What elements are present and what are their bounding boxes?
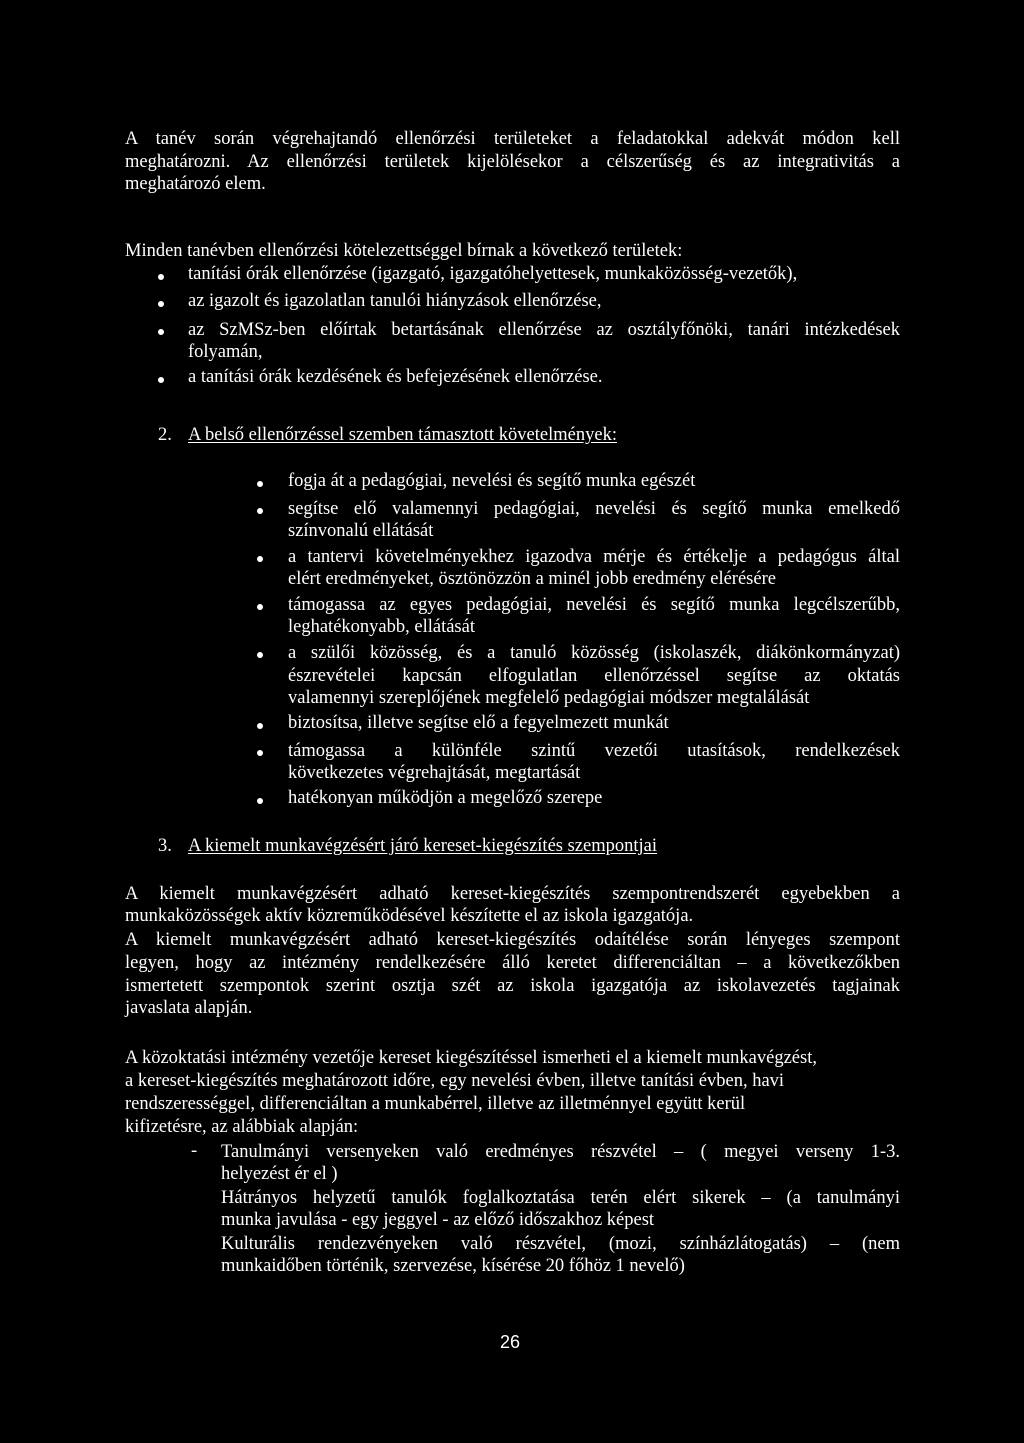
paragraph-line: A kiemelt munkavégzésért adható kereset-kiegészítés odaítélése során lényeges szempont	[125, 930, 900, 950]
intro-line: A tanév során végrehajtandó ellenőrzési területeket a feladatokkal adekvát módon kell	[125, 129, 900, 149]
section-number: 2.	[158, 425, 172, 445]
list-item: fogja át a pedagógiai, nevelési és segítő munka egészét	[288, 471, 696, 491]
bullet-icon	[257, 798, 263, 804]
list-item: támogassa az egyes pedagógiai, nevelési és segítő munka legcélszerűbb,	[288, 595, 900, 615]
list-item: az SzMSz-ben előírtak betartásának ellenőrzése az osztályfőnöki, tanári intézkedések	[188, 320, 900, 340]
bullet-icon	[257, 723, 263, 729]
list-item-continuation: elért eredményeket, ösztönözzön a minél jobb eredmény elérésére	[288, 569, 776, 589]
list-item: biztosítsa, illetve segítse elő a fegyelmezett munkát	[288, 713, 669, 733]
bullet-icon	[257, 556, 263, 562]
list-item-continuation: észrevételei kapcsán elfogulatlan ellenőrzéssel segítse az oktatás	[288, 666, 900, 686]
paragraph-line: rendszerességgel, differenciáltan a munkabérrel, illetve az illetménnyel együtt kerül	[125, 1094, 746, 1114]
criteria-item-continuation: helyezést ér el )	[221, 1164, 338, 1184]
list-item: támogassa a különféle szintű vezetői utasítások, rendelkezések	[288, 741, 900, 761]
paragraph-line: ismertetett szempontok szerint osztja szét az iskola igazgatója az iskolavezetés tagjainak	[125, 976, 900, 996]
list-item-continuation: folyamán,	[188, 342, 263, 362]
bullet-icon	[257, 750, 263, 756]
paragraph-line: kifizetésre, az alábbiak alapján:	[125, 1117, 359, 1137]
list-item: tanítási órák ellenőrzése (igazgató, igazgatóhelyettesek, munkaközösség-vezetők),	[188, 264, 798, 284]
criteria-item: Tanulmányi versenyeken való eredményes részvétel – ( megyei verseny 1-3.	[221, 1142, 900, 1162]
criteria-item-continuation: munka javulása - egy jeggyel - az előző időszakhoz képest	[221, 1210, 655, 1230]
bullet-icon	[158, 329, 164, 335]
list-item: az igazolt és igazolatlan tanulói hiányzások ellenőrzése,	[188, 291, 602, 311]
bullet-icon	[158, 274, 164, 280]
intro-line: meghatározni. Az ellenőrzési területek kijelölésekor a célszerűség és az integrativitás a	[125, 152, 900, 172]
page-number: 26	[500, 1332, 521, 1352]
section-number: 3.	[158, 836, 172, 856]
dash-marker: -	[191, 1141, 198, 1161]
intro-line: meghatározó elem.	[125, 174, 266, 194]
paragraph-line: A kiemelt munkavégzésért adható kereset-kiegészítés szempontrendszerét egyebekben a	[125, 884, 900, 904]
bullet-icon	[257, 508, 263, 514]
list-item: segítse elő valamennyi pedagógiai, nevelési és segítő munka emelkedő	[288, 499, 900, 519]
list-item-continuation: színvonalú ellátását	[288, 521, 434, 541]
list-item: a tanítási órák kezdésének és befejezésének ellenőrzése.	[188, 367, 603, 387]
paragraph-line: javaslata alapján.	[125, 998, 253, 1018]
criteria-item-continuation: munkaidőben történik, szervezése, kísérése 20 főhöz 1 nevelő)	[221, 1256, 685, 1276]
criteria-item: Hátrányos helyzetű tanulók foglalkoztatása terén elért sikerek – (a tanulmányi	[221, 1188, 900, 1208]
list-item-continuation: következetes végrehajtását, megtartását	[288, 763, 581, 783]
paragraph-line: munkaközösségek aktív közreműködésével készítette el az iskola igazgatója.	[125, 906, 694, 926]
bullet-icon	[257, 481, 263, 487]
list-item-continuation: valamennyi szereplőjének megfelelő pedagógiai módszer megtalálását	[288, 688, 810, 708]
bullet-icon	[158, 377, 164, 383]
paragraph-line: A közoktatási intézmény vezetője kereset kiegészítéssel ismerheti el a kiemelt munkavégzést,	[125, 1048, 817, 1068]
list-item: hatékonyan működjön a megelőző szerepe	[288, 788, 603, 808]
list-item: a szülői közösség, és a tanuló közösség (iskolaszék, diákönkormányzat)	[288, 643, 900, 663]
bullet-icon	[257, 604, 263, 610]
list-item: a tantervi követelményekhez igazodva mérje és értékelje a pedagógus által	[288, 547, 900, 567]
bullet-icon	[158, 301, 164, 307]
criteria-item: Kulturális rendezvényeken való részvétel, (mozi, színházlátogatás) – (nem	[221, 1234, 900, 1254]
paragraph-line: legyen, hogy az intézmény rendelkezésére álló keretet differenciáltan – a következőkben	[125, 953, 900, 973]
section-title: A belső ellenőrzéssel szemben támasztott követelmények:	[188, 425, 617, 445]
bullet-icon	[257, 652, 263, 658]
paragraph-line: a kereset-kiegészítés meghatározott időre, egy nevelési évben, illetve tanítási évben, havi	[125, 1071, 785, 1091]
mandatory-lead: Minden tanévben ellenőrzési kötelezettséggel bírnak a következő területek:	[125, 241, 683, 261]
list-item-continuation: leghatékonyabb, ellátását	[288, 617, 475, 637]
section-title: A kiemelt munkavégzésért járó kereset-kiegészítés szempontjai	[188, 836, 658, 856]
